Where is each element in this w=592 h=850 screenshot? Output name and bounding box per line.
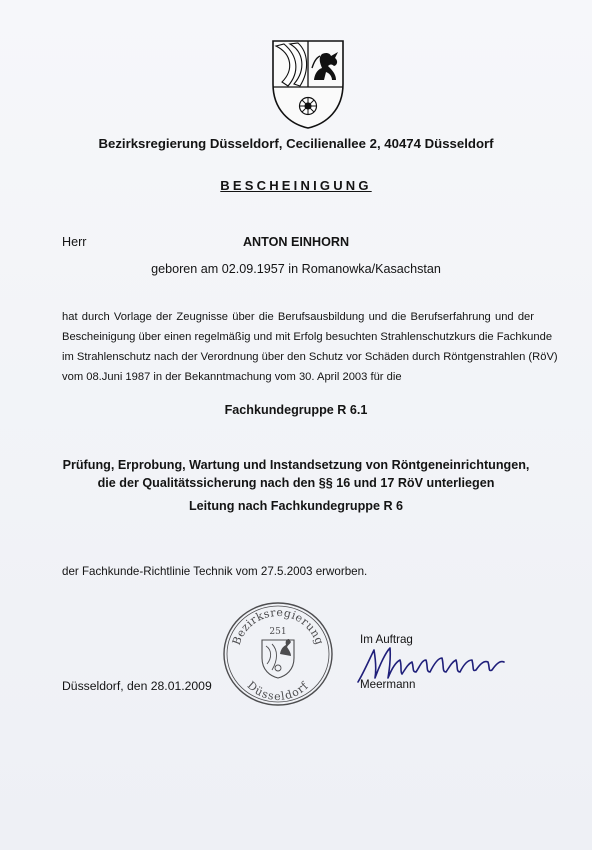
body-line: hat durch Vorlage der Zeugnisse über die Berufsausbildung und die Berufserfahrung und der (62, 311, 534, 323)
qualification-group: Fachkundegruppe R 6.1 (224, 403, 368, 417)
qualification-lead: Leitung nach Fachkundegruppe R 6 (188, 499, 404, 513)
stamp-top-text: Bezirksregierung (229, 605, 327, 647)
on-behalf-label: Im Auftrag (360, 633, 413, 646)
place-and-date: Düsseldorf, den 28.01.2009 (62, 679, 212, 693)
scope-line: Prüfung, Erprobung, Wartung und Instandsetzung von Röntgeneinrichtungen, (62, 458, 530, 472)
nrw-coat-of-arms-icon (270, 38, 346, 130)
signer-name: Meermann (360, 678, 416, 691)
document-title: BESCHEINIGUNG (220, 178, 372, 193)
body-line: vom 08.Juni 1987 in der Bekanntmachung vom 30. April 2003 für die (62, 371, 402, 383)
stamp-bottom-text: Düsseldorf (244, 678, 312, 704)
recipient-name: ANTON EINHORN (242, 235, 350, 249)
authority-address: Bezirksregierung Düsseldorf, Cecilienallee 2, 40474 Düsseldorf (98, 136, 494, 151)
birth-details: geboren am 02.09.1957 in Romanowka/Kasachstan (151, 262, 441, 276)
official-seal-icon (220, 598, 336, 708)
qualification-scope (0, 456, 592, 492)
body-line: Bescheinigung über einen regelmäßig und mit Erfolg besuchten Strahlenschutzkurs die Fachkunde (62, 331, 553, 343)
guideline-reference: der Fachkunde-Richtlinie Technik vom 27.5.2003 erworben. (62, 565, 368, 578)
salutation: Herr (62, 235, 87, 249)
scope-line: die der Qualitätssicherung nach den §§ 16 und 17 RöV unterliegen (97, 476, 495, 490)
stamp-number: 251 (269, 627, 287, 637)
body-line: im Strahlenschutz nach der Verordnung über den Schutz vor Schäden durch Röntgenstrahlen (RöV) (62, 351, 558, 363)
certificate-body (62, 307, 558, 387)
